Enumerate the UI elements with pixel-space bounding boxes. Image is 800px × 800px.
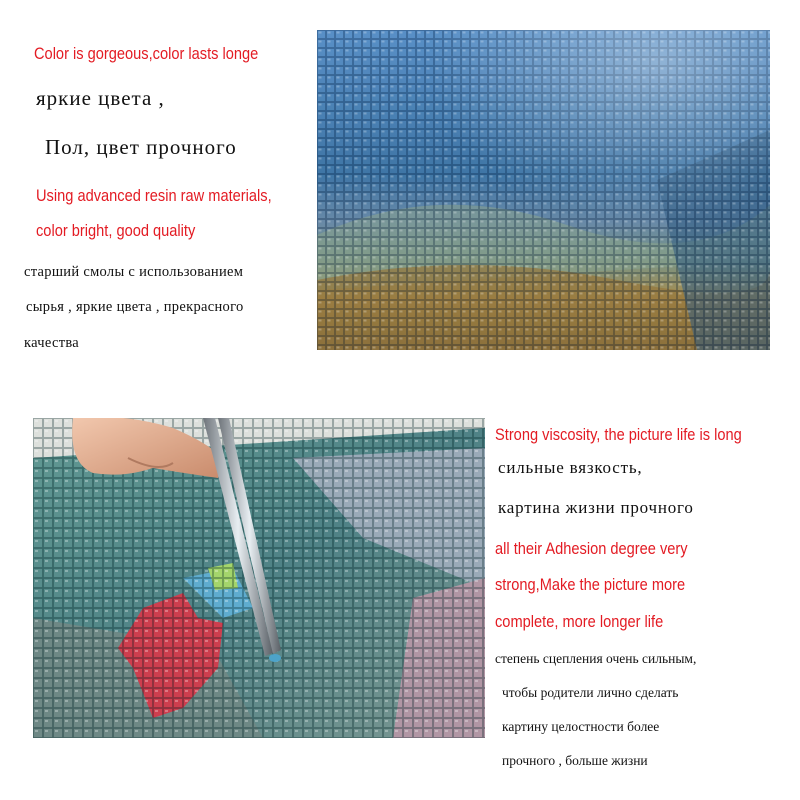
bottom-red-line3: complete, more longer life	[495, 612, 664, 631]
top-headline: Color is gorgeous,color lasts longe	[34, 44, 259, 63]
tweezers-hand-photo	[33, 418, 485, 738]
bottom-ru-small4: прочного , больше жизни	[502, 753, 648, 768]
top-ru-line2: Пол, цвет прочного	[45, 135, 237, 159]
diamond-mosaic-image	[317, 30, 770, 350]
top-ru-small2: сырья , яркие цвета , прекрасного	[26, 299, 244, 315]
bottom-ru-line2: картина жизни прочного	[498, 498, 694, 517]
top-ru-small1: старший смолы с использованием	[24, 264, 244, 280]
bottom-headline: Strong viscosity, the picture life is long	[495, 425, 742, 444]
top-ru-small3: качества	[24, 335, 80, 351]
top-ru-line1: яркие цвета ,	[36, 86, 165, 110]
top-red-line2: color bright, good quality	[36, 221, 196, 240]
bottom-ru-line1: сильные вязкость,	[498, 458, 643, 477]
bottom-red-line2: strong,Make the picture more	[495, 575, 686, 594]
diamond-mosaic-photo	[317, 30, 770, 350]
bottom-ru-small3: картину целостности более	[502, 719, 660, 734]
top-red-line1: Using advanced resin raw materials,	[36, 186, 272, 205]
bottom-ru-small2: чтобы родители лично сделать	[502, 685, 679, 700]
bottom-red-line1: all their Adhesion degree very	[495, 539, 688, 558]
tweezers-hand-image	[33, 418, 485, 738]
bottom-ru-small1: степень сцепления очень сильным,	[495, 651, 697, 666]
